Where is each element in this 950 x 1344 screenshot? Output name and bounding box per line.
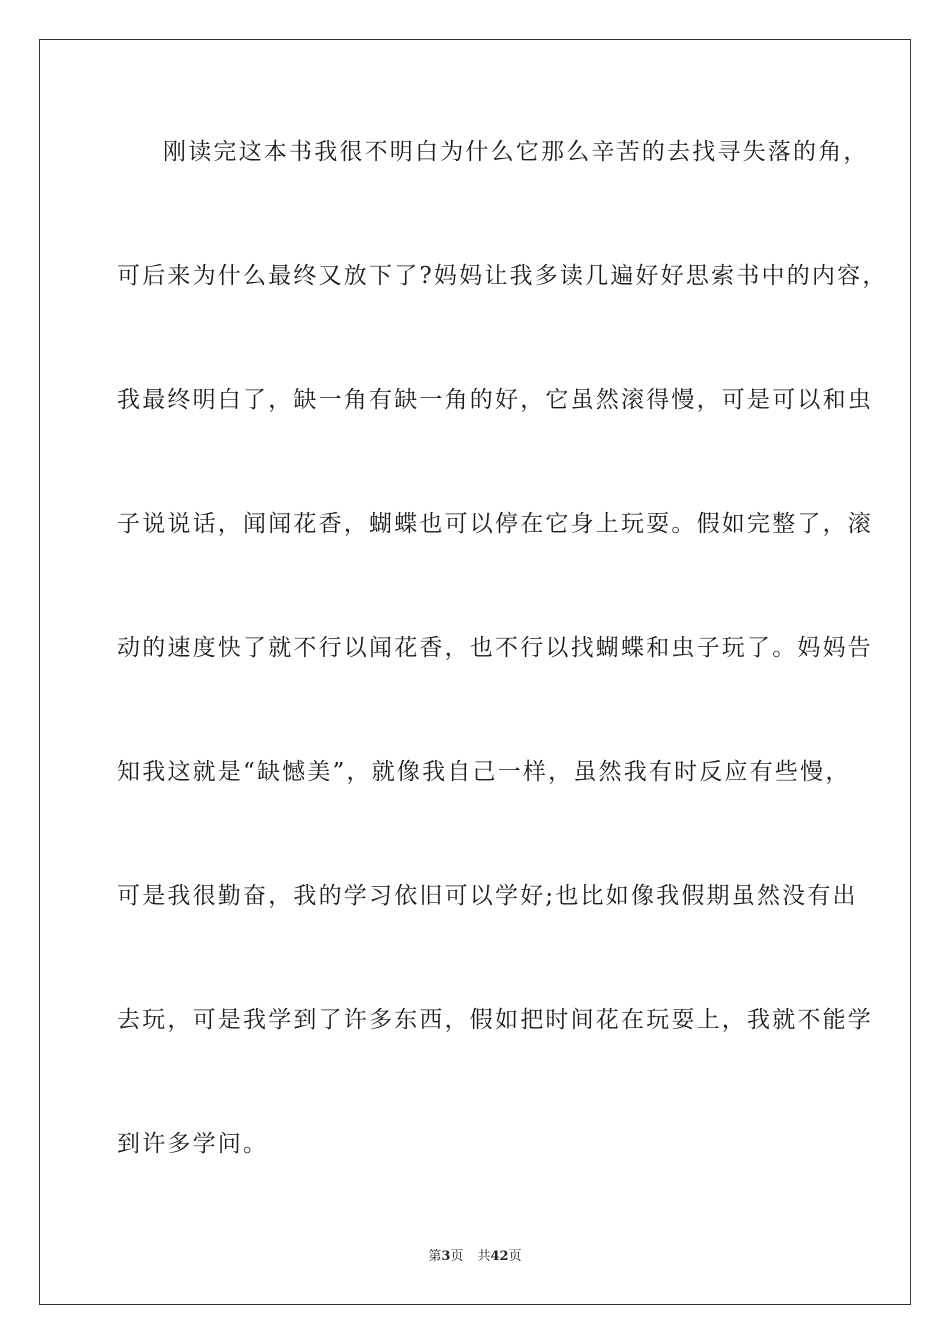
total-prefix: 共: [477, 1249, 491, 1264]
paragraph-line: 知我这就是“缺憾美”，就像我自己一样，虽然我有时反应有些慢，: [117, 759, 851, 785]
page-current: 3: [441, 1249, 451, 1264]
total-unit: 页: [508, 1249, 522, 1264]
page-prefix: 第: [428, 1249, 442, 1264]
paragraph-line: 动的速度快了就不行以闻花香，也不行以找蝴蝶和虫子玩了。妈妈告: [117, 635, 873, 661]
page-unit: 页: [450, 1249, 464, 1264]
page-footer: [0, 1248, 950, 1266]
paragraph-line: 到许多学问。: [117, 1131, 269, 1157]
paragraph-line: 子说说话，闻闻花香，蝴蝶也可以停在它身上玩耍。假如完整了，滚: [117, 511, 873, 537]
paragraph-line: 去玩，可是我学到了许多东西，假如把时间花在玩耍上，我就不能学: [117, 1007, 873, 1033]
paragraph-line: 刚读完这本书我很不明白为什么它那么辛苦的去找寻失落的角，: [163, 139, 869, 165]
paragraph-line: 可后来为什么最终又放下了?妈妈让我多读几遍好好思索书中的内容，: [117, 263, 888, 289]
paragraph-line: 我最终明白了，缺一角有缺一角的好，它虽然滚得慢，可是可以和虫: [117, 387, 873, 413]
paragraph-line: 可是我很勤奋，我的学习依旧可以学好;也比如像我假期虽然没有出: [117, 883, 858, 909]
page-border: [39, 39, 911, 1305]
page-total: 42: [490, 1249, 509, 1264]
